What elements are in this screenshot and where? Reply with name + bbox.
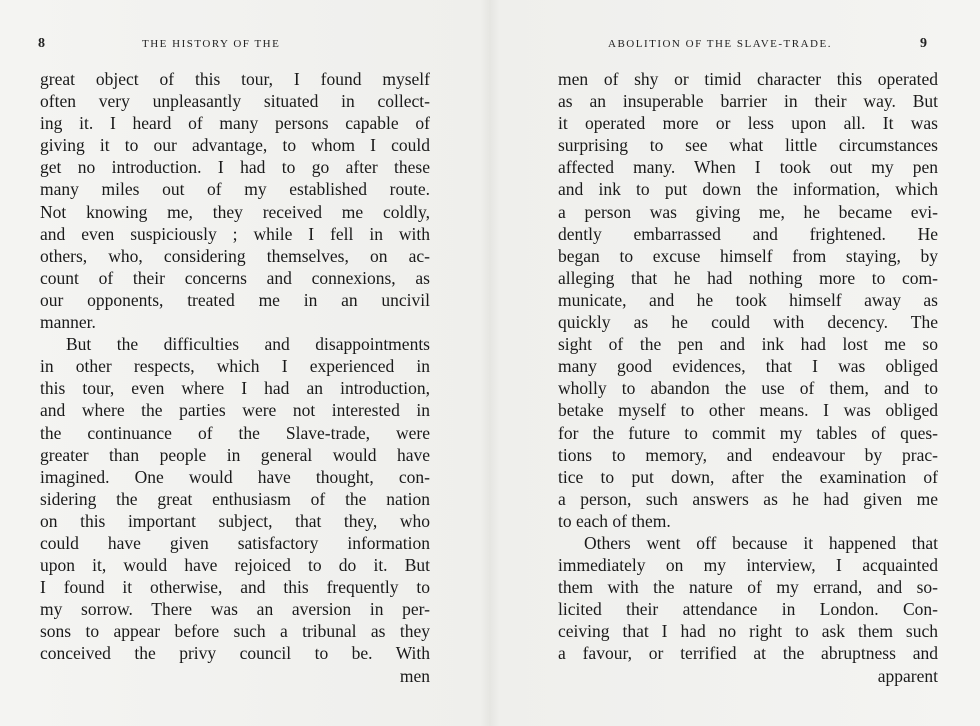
body-text: [40, 68, 430, 687]
text-line: as an insuperable barrier in their way. But: [558, 91, 938, 112]
text-line: the continuance of the Slave-trade, were: [40, 422, 430, 443]
text-line: get no introduction. I had to go after these: [40, 157, 430, 178]
paragraph-end-line: to each of them.: [558, 510, 671, 531]
text-line: on this important subject, that they, who: [40, 510, 430, 531]
text-line: and ink to put down the information, which: [558, 179, 938, 200]
text-line: and even suspiciously ; while I fell in with: [40, 223, 430, 244]
running-head: ABOLITION OF THE SLAVE-TRADE.: [608, 38, 832, 50]
text-line: could have given satisfactory information: [40, 532, 430, 553]
text-line: upon it, would have rejoiced to do it. But: [40, 555, 430, 576]
text-line: dently embarrassed and frightened. He: [558, 223, 938, 244]
text-line: men of shy or timid character this operated: [558, 69, 938, 89]
page-number: 9: [920, 36, 927, 51]
catchword: apparent: [877, 665, 938, 686]
text-line: them with the nature of my errand, and so-: [558, 577, 938, 598]
text-line: ing it. I heard of many persons capable of: [40, 113, 430, 134]
text-line: wholly to abandon the use of them, and to: [558, 378, 938, 399]
text-line: our opponents, treated me in an uncivil: [40, 289, 430, 310]
text-line: tice to put down, after the examination of: [558, 466, 938, 487]
text-line: many good evidences, that I was obliged: [558, 356, 938, 377]
text-line: others, who, considering themselves, on ac-: [40, 245, 430, 266]
text-line: quickly as he could with decency. The: [558, 312, 938, 333]
text-line: for the future to commit my tables of ques-: [558, 422, 938, 443]
paragraph-start-line: But the difficulties and disappointments: [66, 334, 430, 355]
text-line: it operated more or less upon all. It was: [558, 113, 938, 134]
text-line: sight of the pen and ink had lost me so: [558, 334, 938, 355]
text-line: many miles out of my established route.: [40, 179, 430, 200]
text-line: count of their concerns and connexions, as: [40, 267, 430, 288]
text-line: in other respects, which I experienced in: [40, 356, 430, 377]
text-line: sons to appear before such a tribunal as they: [40, 621, 430, 642]
page-number: 8: [38, 36, 45, 51]
catchword: men: [399, 665, 430, 686]
text-line: began to excuse himself from staying, by: [558, 245, 938, 266]
running-head: THE HISTORY OF THE: [142, 38, 281, 50]
text-line: sidering the great enthusiasm of the nation: [40, 488, 430, 509]
text-line: a person was giving me, he became evi-: [558, 201, 938, 222]
paragraph-start-line: Others went off because it happened that: [584, 532, 938, 553]
text-line: giving it to our advantage, to whom I could: [40, 135, 430, 156]
text-line: I found it otherwise, and this frequently to: [40, 577, 430, 598]
text-line: great object of this tour, I found myself: [40, 69, 430, 89]
text-line: conceived the privy council to be. With: [40, 643, 430, 664]
text-line: imagined. One would have thought, con-: [40, 466, 430, 487]
text-line: this tour, even where I had an introduction,: [40, 378, 430, 399]
text-line: betake myself to other means. I was obliged: [558, 400, 938, 421]
text-line: ceiving that I had no right to ask them such: [558, 621, 938, 642]
text-line: immediately on my interview, I acquainted: [558, 555, 938, 576]
text-line: licited their attendance in London. Con-: [558, 599, 938, 620]
text-line: and where the parties were not interested in: [40, 400, 430, 421]
right-page: [490, 0, 980, 726]
text-line: greater than people in general would have: [40, 444, 430, 465]
text-line: municate, and he took himself away as: [558, 289, 938, 310]
body-text: [558, 68, 938, 687]
text-line: Not knowing me, they received me coldly,: [40, 201, 430, 222]
text-line: surprising to see what little circumstances: [558, 135, 938, 156]
text-line: often very unpleasantly situated in collect-: [40, 91, 430, 112]
text-line: a person, such answers as he had given me: [558, 488, 938, 509]
text-line: affected many. When I took out my pen: [558, 157, 938, 178]
text-line: my sorrow. There was an aversion in per-: [40, 599, 430, 620]
paragraph-end-line: manner.: [40, 312, 96, 333]
text-line: tions to memory, and endeavour by prac-: [558, 444, 938, 465]
text-line: a favour, or terrified at the abruptness and: [558, 643, 938, 664]
text-line: alleging that he had nothing more to com-: [558, 267, 938, 288]
